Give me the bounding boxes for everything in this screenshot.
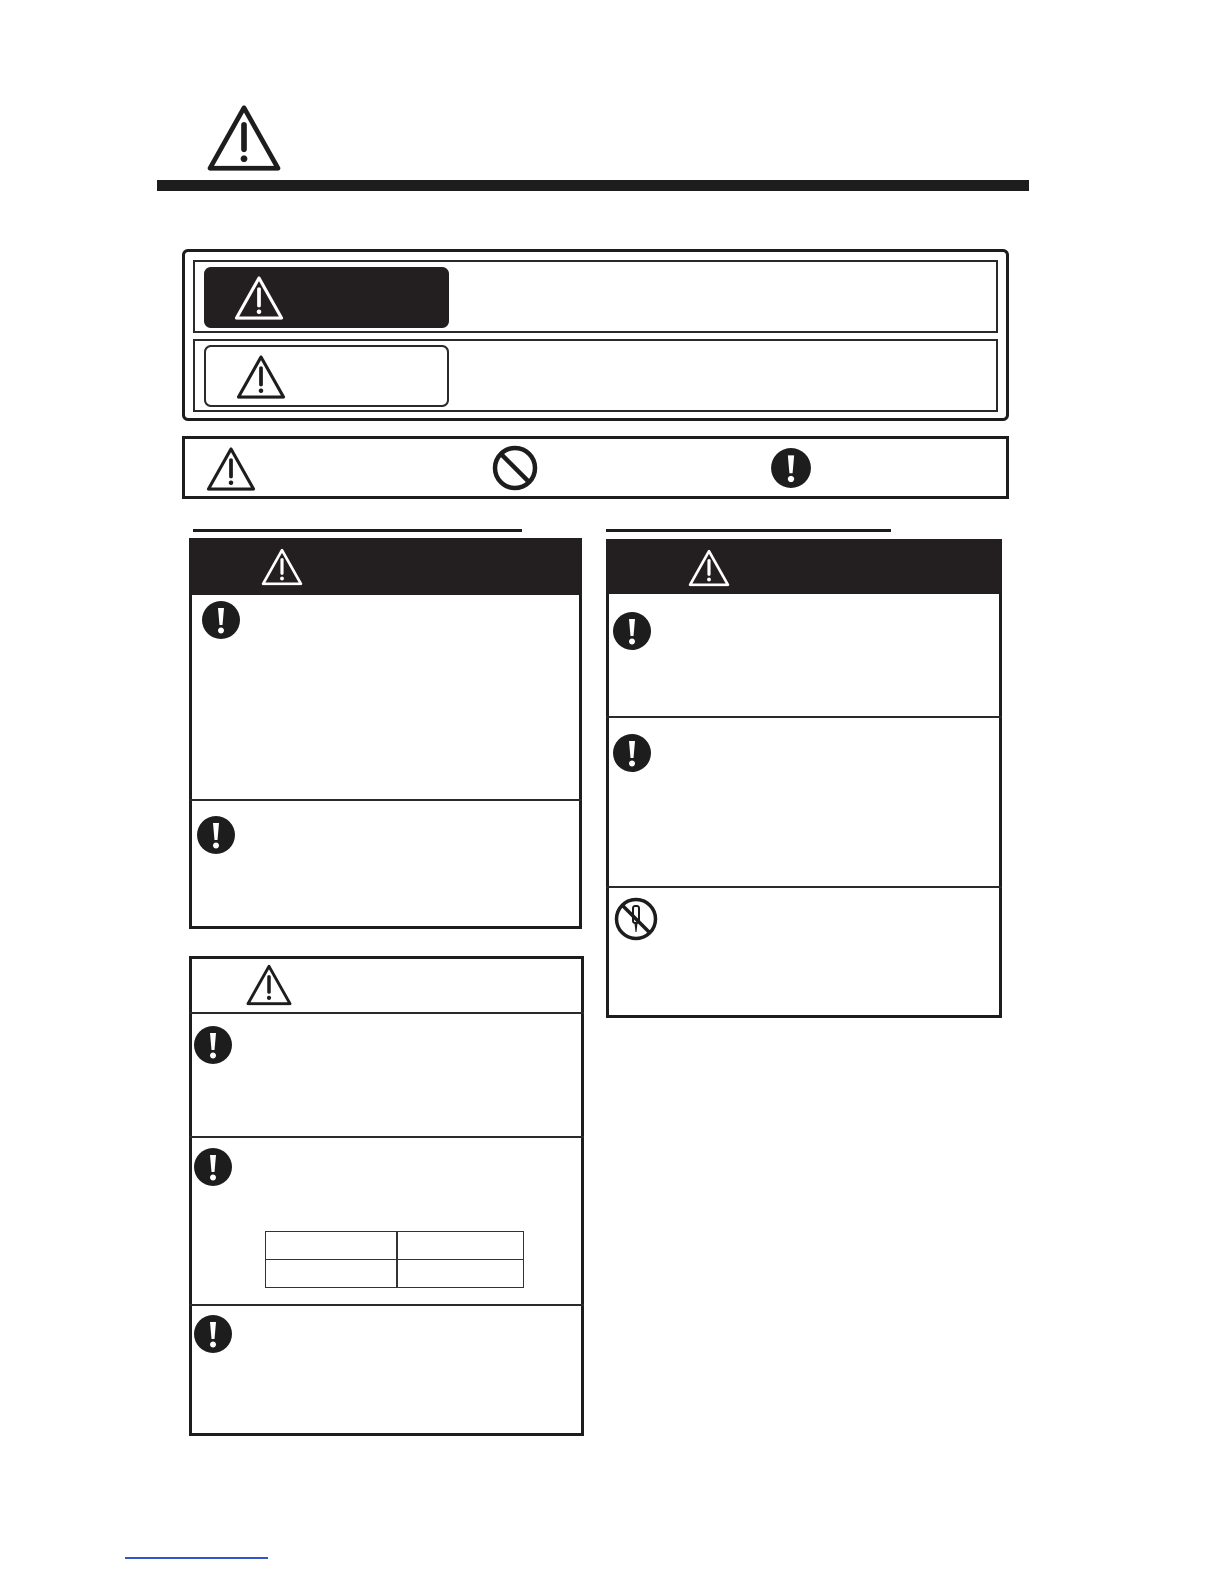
right-warning-panel — [606, 539, 1002, 1018]
mandatory-action-icon — [770, 447, 812, 489]
header-warning-icon — [206, 104, 282, 172]
mandatory-icon — [196, 815, 236, 855]
left-section-heading-rule — [193, 529, 522, 532]
mandatory-icon — [201, 600, 241, 640]
right-warning-panel-header-icon — [688, 549, 730, 587]
item-divider — [189, 1012, 584, 1014]
right-section-heading-rule — [606, 529, 891, 532]
mandatory-icon — [612, 611, 652, 651]
left-warning-panel-header-icon — [261, 548, 303, 586]
item-divider — [189, 799, 582, 801]
header-rule — [157, 180, 1029, 191]
footer-link-underline — [125, 1557, 268, 1559]
prohibition-icon — [492, 445, 538, 491]
caution-badge — [204, 345, 449, 407]
item-divider — [189, 1136, 584, 1138]
item-divider — [606, 716, 1002, 718]
caution-badge-icon — [236, 354, 286, 400]
warning-badge-icon — [234, 275, 284, 321]
item-divider — [606, 886, 1002, 888]
spec-table — [265, 1231, 524, 1288]
warning-badge — [204, 267, 449, 328]
left-warning-panel-header — [189, 538, 582, 595]
left-warning-panel — [189, 538, 582, 929]
spec-table-col-divider — [396, 1232, 398, 1287]
mandatory-icon — [193, 1025, 233, 1065]
item-divider — [189, 1304, 584, 1306]
mandatory-icon — [193, 1147, 233, 1187]
warning-triangle-icon — [206, 446, 256, 492]
symbol-strip — [182, 436, 1009, 499]
spec-table-row-divider — [266, 1259, 523, 1260]
no-disassembly-icon — [614, 897, 658, 941]
mandatory-icon — [612, 733, 652, 773]
mandatory-icon — [193, 1314, 233, 1354]
left-caution-panel-header-icon — [245, 964, 293, 1006]
right-warning-panel-header — [606, 539, 1002, 594]
left-caution-panel — [189, 956, 584, 1436]
